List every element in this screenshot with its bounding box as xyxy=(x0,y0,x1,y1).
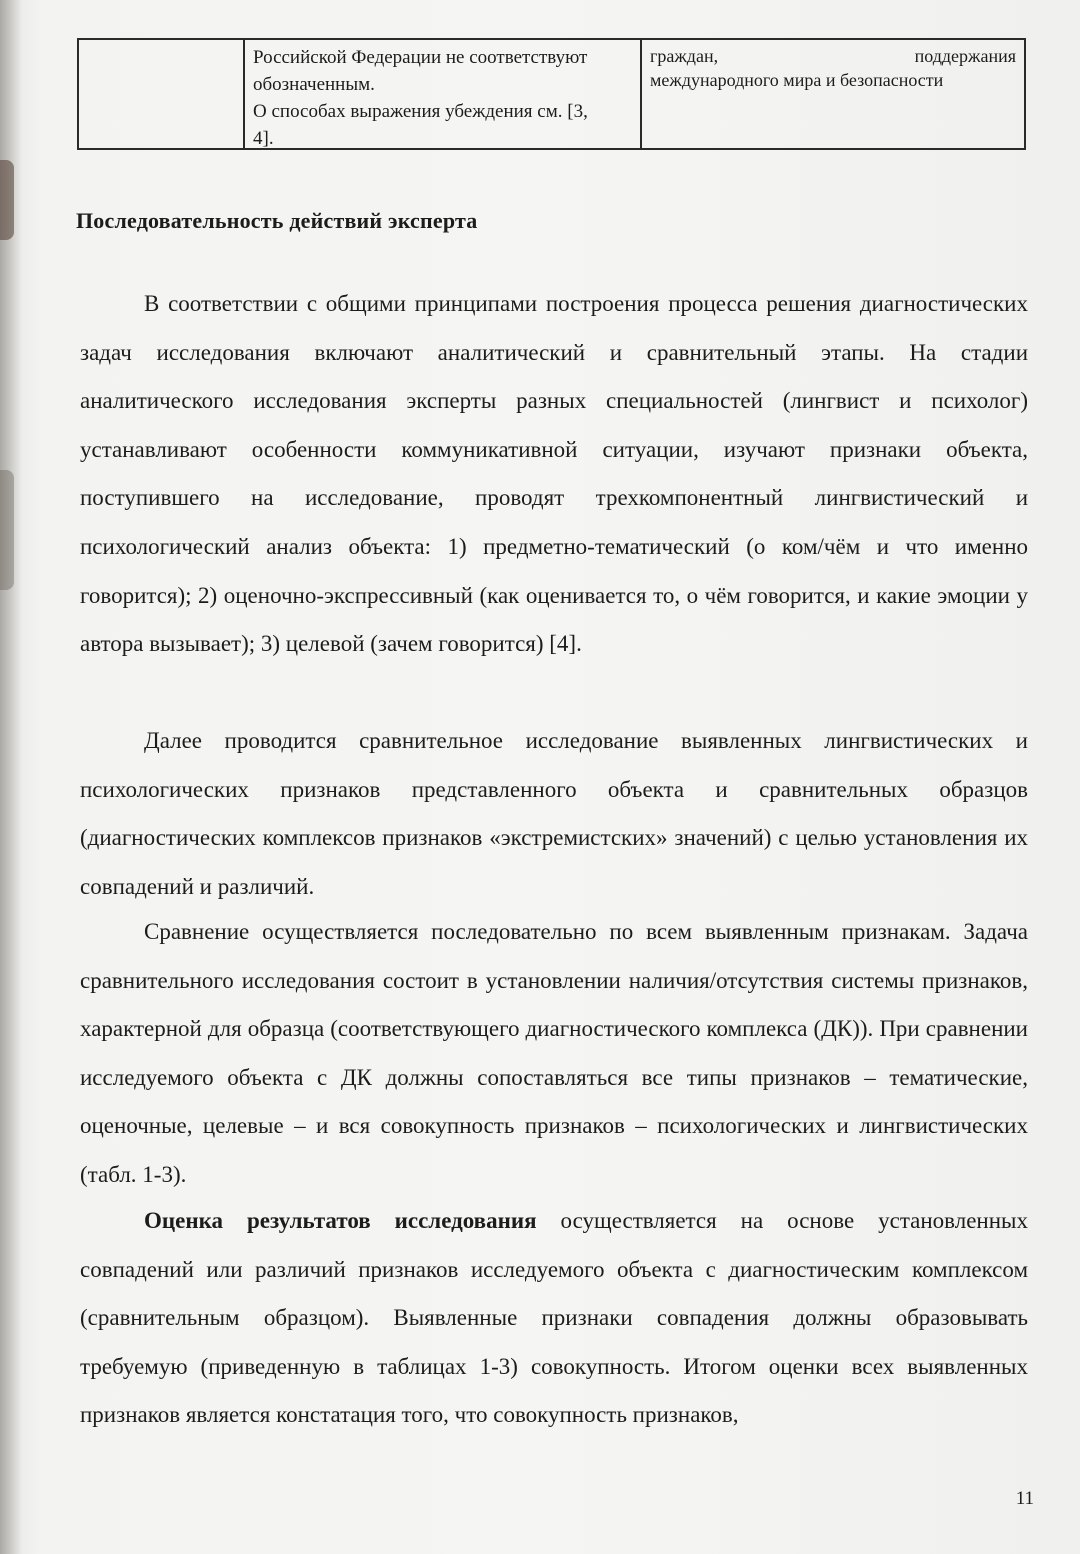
paragraph-text: Далее проводится сравнительное исследование выявленных лингвистических и психологических признаков представленного объекта и сравнительных образцов (диагностических комплексов признаков «экстремистских» значений) с целью установления их совпадений и различий. xyxy=(80,728,1028,899)
table-fragment xyxy=(77,38,1026,150)
table-cell-line: 4]. xyxy=(253,128,274,149)
table-cell-right xyxy=(642,40,1024,148)
paragraph xyxy=(80,908,1028,1200)
table-cell-middle xyxy=(245,40,642,148)
paragraph-text: Сравнение осуществляется последовательно по всем выявленным признакам. Задача сравнительного исследования состоит в установлении наличия/отсутствия системы признаков, характерной для образца (соответствующего диагностического комплекса (ДК)). При сравнении исследуемого объекта с ДК должны сопоставляться все типы признаков – тематические, оценочные, целевые – и вся совокупность признаков – психологических и лингвистических (табл. 1-3). xyxy=(80,919,1028,1187)
section-heading: Последовательность действий эксперта xyxy=(76,208,478,233)
table-cell-line xyxy=(650,44,1016,68)
table-cell-empty xyxy=(79,40,245,148)
table-cell-word: поддержания xyxy=(914,46,1016,66)
paragraph xyxy=(80,717,1028,911)
paragraph-text: В соответствии с общими принципами построения процесса решения диагностических задач исследования включают аналитический и сравнительный этапы. На стадии аналитического исследования эксперты разных специальностей (лингвист и психолог) устанавливают особенности коммуникативной ситуации, изучают признаки объекта, поступившего на исследование, проводят трехкомпонентный лингвистический и психологический анализ объекта: 1) предметно-тематический (о ком/чём и что именно говорится); 2) оценочно-экспрессивный (как оценивается то, о чём говорится, и какие эмоции у автора вызывает); 3) целевой (зачем говорится) [4]. xyxy=(80,291,1028,657)
paragraph xyxy=(80,280,1028,669)
table-cell-word: граждан, xyxy=(650,46,719,66)
table-cell-line: обозначенным. xyxy=(253,74,375,95)
table-cell-line: О способах выражения убеждения см. [3, xyxy=(253,101,588,122)
scan-artifact xyxy=(0,160,14,240)
paragraph-text: осуществляется на основе установленных совпадений или различий признаков исследуемого объекта с диагностическим комплексом (сравнительным образцом). Выявленные признаки совпадения должны образовывать требуемую (приведенную в таблицах 1-3) совокупность. Итогом оценки всех выявленных признаков является констатация того, что совокупность признаков, xyxy=(80,1208,1028,1428)
paragraph xyxy=(80,1197,1028,1440)
scan-artifact xyxy=(0,470,14,590)
table-cell-line: Российской Федерации не соответствуют xyxy=(253,47,588,68)
page-number: 11 xyxy=(1015,1488,1034,1509)
paragraph-bold-lead: Оценка результатов исследования xyxy=(144,1208,537,1233)
table-cell-line: международного мира и безопасности xyxy=(650,70,944,90)
